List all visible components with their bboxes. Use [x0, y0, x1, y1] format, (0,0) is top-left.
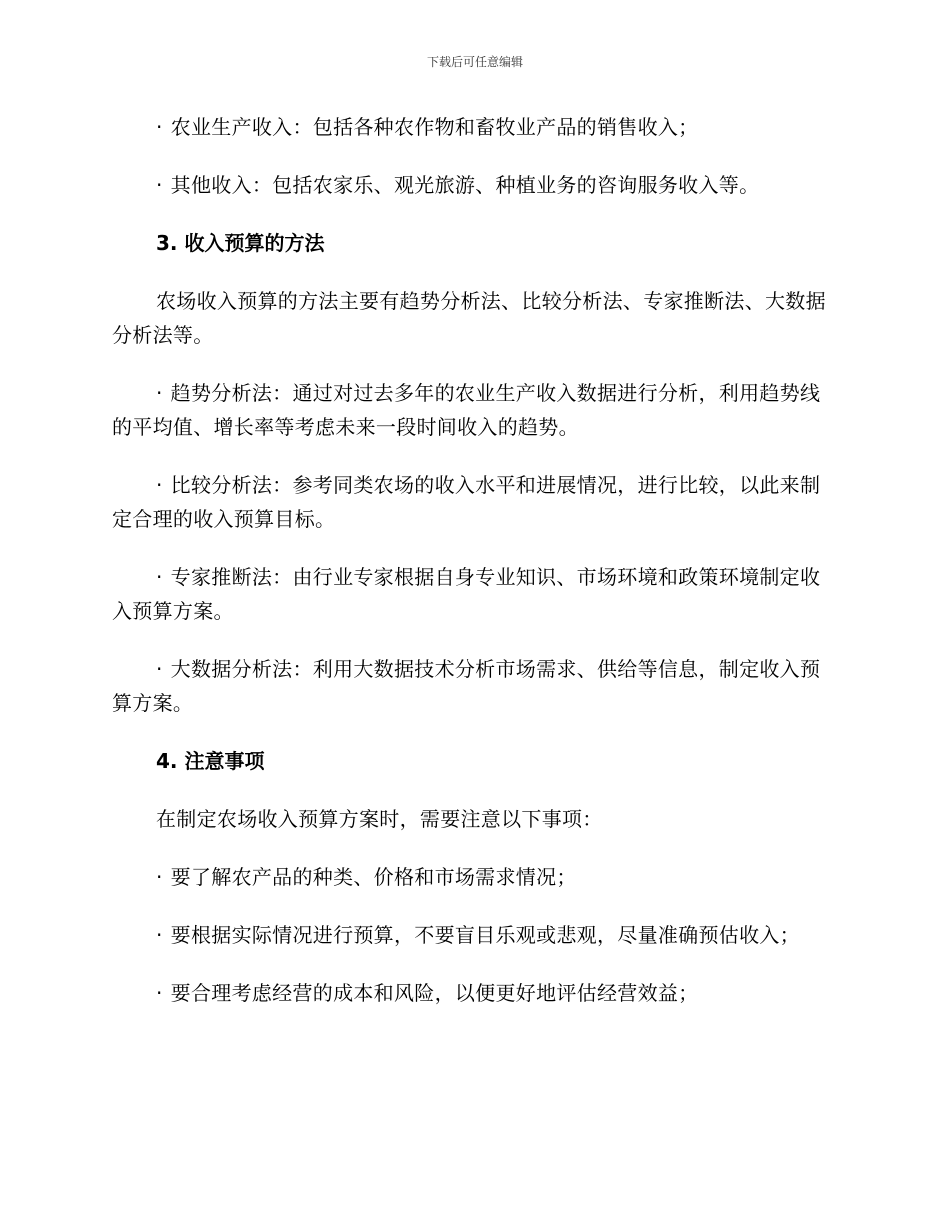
page-header: 下载后可任意编辑 [426, 55, 523, 69]
paragraph-methods-intro: 农场收入预算的方法主要有趋势分析法、比较分析法、专家推断法、大数据分析法等。 [112, 289, 826, 347]
bullet-text: 要根据实际情况进行预算，不要盲目乐观或悲观，尽量准确预估收入； [170, 923, 800, 947]
bullet-dot: · [156, 565, 163, 589]
bullet-dot: · [156, 115, 163, 139]
bullet-item-costs-risks [112, 976, 830, 1010]
bullet-text: 比较分析法：参考同类农场的收入水平和进展情况，进行比较，以此来制定合理的收入预算目标。 [112, 473, 821, 531]
bullet-item-other-income [112, 168, 830, 202]
bullet-text: 趋势分析法：通过对过去多年的农业生产收入数据进行分析，利用趋势线的平均值、增长率等考虑未来一段时间收入的趋势。 [112, 381, 821, 439]
bullet-item-comparative-analysis [112, 468, 830, 536]
bullet-item-farm-production-income [112, 110, 830, 144]
bullet-text: 专家推断法：由行业专家根据自身专业知识、市场环境和政策环境制定收入预算方案。 [112, 565, 821, 623]
bullet-text: 要了解农产品的种类、价格和市场需求情况； [170, 865, 577, 889]
bullet-dot: · [156, 923, 163, 947]
bullet-text: 其他收入：包括农家乐、观光旅游、种植业务的咨询服务收入等。 [170, 173, 760, 197]
bullet-dot: · [156, 473, 163, 497]
bullet-dot: · [156, 173, 163, 197]
section-heading-methods: 3. 收入预算的方法 [156, 231, 325, 255]
bullet-item-big-data-analysis [112, 652, 830, 720]
bullet-item-trend-analysis [112, 376, 830, 444]
bullet-dot: · [156, 865, 163, 889]
bullet-item-expert-inference [112, 560, 830, 628]
bullet-text: 农业生产收入：包括各种农作物和畜牧业产品的销售收入； [170, 115, 699, 139]
bullet-dot: · [156, 381, 163, 405]
bullet-dot: · [156, 657, 163, 681]
bullet-item-understand-products [112, 860, 830, 894]
bullet-text: 要合理考虑经营的成本和风险，以便更好地评估经营效益； [170, 981, 699, 1005]
bullet-dot: · [156, 981, 163, 1005]
bullet-text: 大数据分析法：利用大数据技术分析市场需求、供给等信息，制定收入预算方案。 [112, 657, 821, 715]
section-heading-notes: 4. 注意事项 [156, 749, 265, 773]
paragraph-notes-intro: 在制定农场收入预算方案时，需要注意以下事项： [156, 807, 603, 831]
document-body [112, 110, 830, 1034]
bullet-item-realistic-budget [112, 918, 830, 952]
